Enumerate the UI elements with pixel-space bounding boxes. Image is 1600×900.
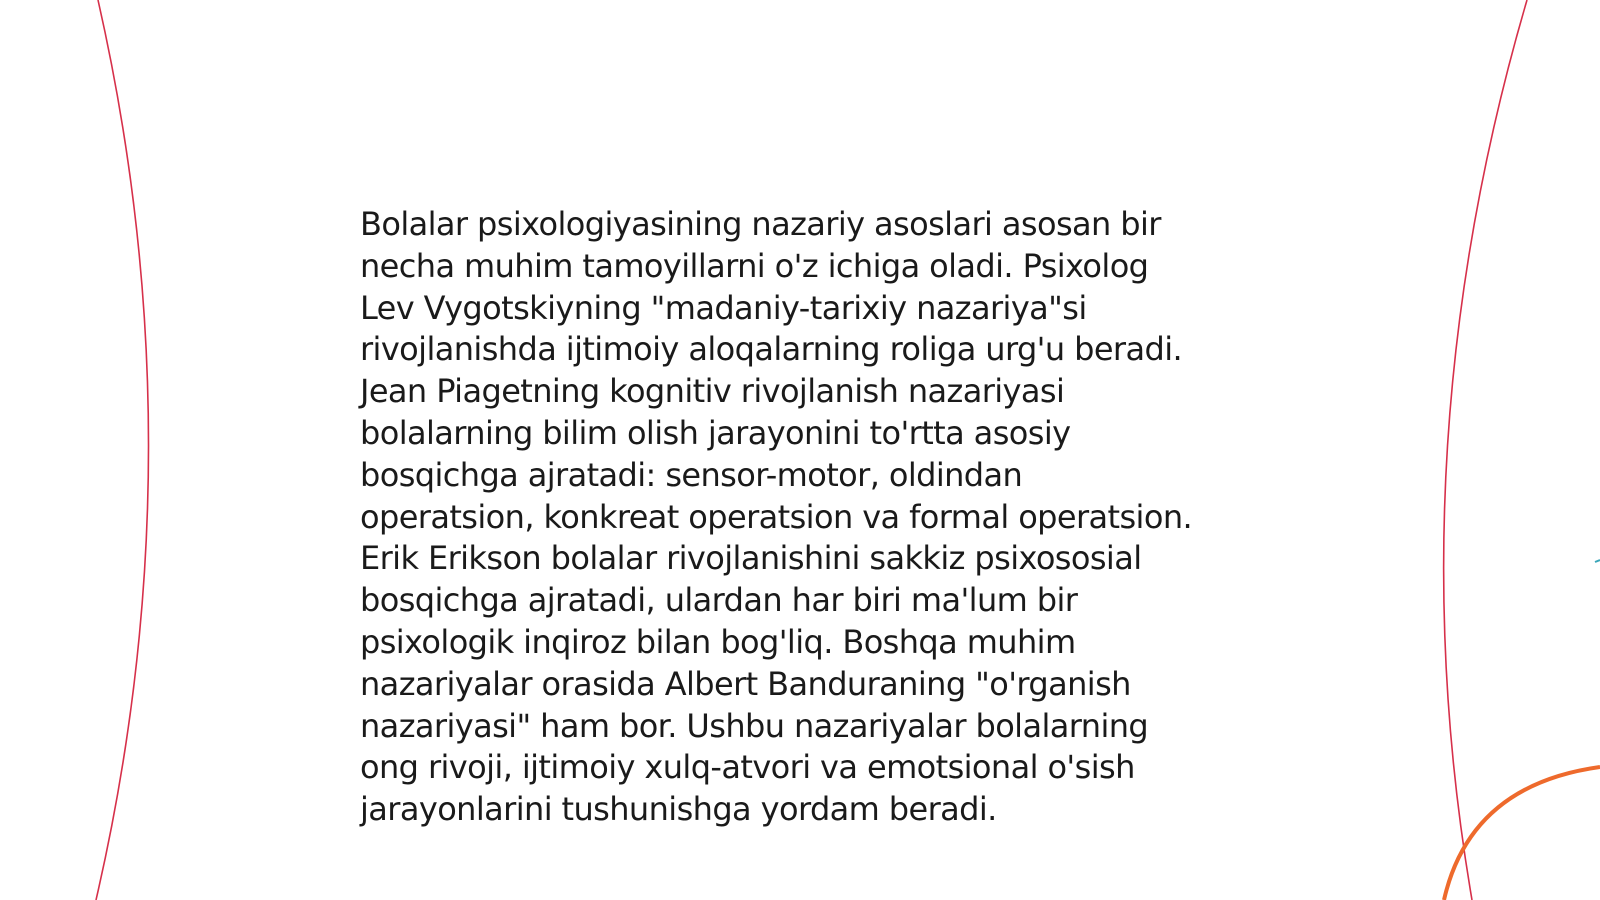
text-line: Jean Piagetning kognitiv rivojlanish nazariyasi [360, 372, 1065, 411]
text-line: Erik Erikson bolalar rivojlanishini sakkiz psixososial [360, 539, 1142, 578]
left-curve-line [96, 0, 149, 900]
text-line: bosqichga ajratadi, ulardan har biri ma'lum bir [360, 581, 1078, 620]
text-line: Bolalar psixologiyasining nazariy asoslari asosan bir [360, 205, 1161, 243]
text-line: rivojlanishda ijtimoiy aloqalarning roliga urg'u beradi. [360, 330, 1183, 369]
teal-accent-mark [1595, 560, 1600, 562]
text-line: Lev Vygotskiyning "madaniy-tarixiy nazariya"si [360, 288, 1087, 327]
text-line: operatsion, konkreat operatsion va formal operatsion. [360, 497, 1193, 536]
text-line: jarayonlarini tushunishga yordam beradi. [360, 790, 997, 829]
text-line: ong rivoji, ijtimoiy xulq-atvori va emotsional o'sish [360, 748, 1135, 787]
orange-arc [1444, 767, 1600, 900]
right-curve-line [1444, 0, 1527, 900]
body-paragraph [360, 204, 1260, 831]
text-line: psixologik inqiroz bilan bog'liq. Boshqa muhim [360, 622, 1076, 661]
text-line: nazariyalar orasida Albert Banduraning "o'rganish [360, 664, 1131, 703]
text-line: bosqichga ajratadi: sensor-motor, oldindan [360, 455, 1023, 494]
text-line: bolalarning bilim olish jarayonini to'rtta asosiy [360, 413, 1071, 452]
text-line: nazariyasi" ham bor. Ushbu nazariyalar bolalarning [360, 706, 1149, 745]
text-line: necha muhim tamoyillarni o'z ichiga oladi. Psixolog [360, 246, 1149, 285]
